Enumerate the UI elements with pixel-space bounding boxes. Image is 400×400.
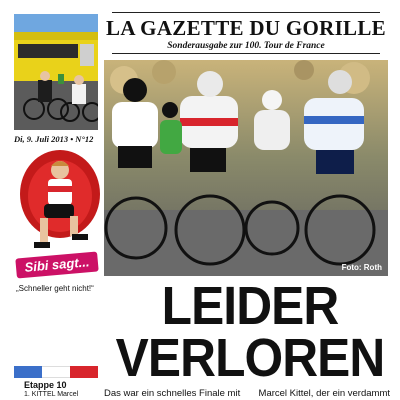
team-bus-photo — [14, 14, 98, 130]
french-flag-bar — [14, 366, 98, 378]
flag-blue-stripe — [14, 366, 42, 378]
stage-results — [24, 380, 104, 399]
masthead-bottom-rule — [112, 53, 380, 54]
dateline: Di, 9. Juli 2013 • N°12 — [14, 134, 94, 144]
flag-white-stripe — [42, 366, 70, 378]
masthead — [104, 12, 388, 56]
headline — [104, 276, 396, 388]
sibi-quote: „Schneller geht nicht!“ — [16, 284, 94, 293]
headline-line-1: LEIDER — [161, 276, 339, 336]
newspaper-title: LA GAZETTE DU GORILLE — [106, 16, 386, 40]
article-column-1: Das war ein schnelles Finale mit — [104, 388, 241, 399]
article-column-2: Marcel Kittel, der ein verdammt — [258, 388, 390, 399]
sibi-says-banner: Sibi sagt... — [15, 251, 98, 278]
stage-name: Etappe 10 — [24, 380, 67, 390]
photo-credit: Foto: Roth — [341, 263, 382, 272]
edition-subtitle: Sonderausgabe zur 100. Tour de France — [167, 41, 325, 51]
article-text — [104, 388, 390, 399]
flag-red-stripe — [70, 366, 98, 378]
headline-line-2: VERLOREN — [115, 328, 385, 388]
sprint-finish-photo — [104, 60, 388, 276]
masthead-top-rule — [112, 12, 380, 13]
stage-result-row: 1. KITTEL Marcel — [24, 391, 79, 398]
